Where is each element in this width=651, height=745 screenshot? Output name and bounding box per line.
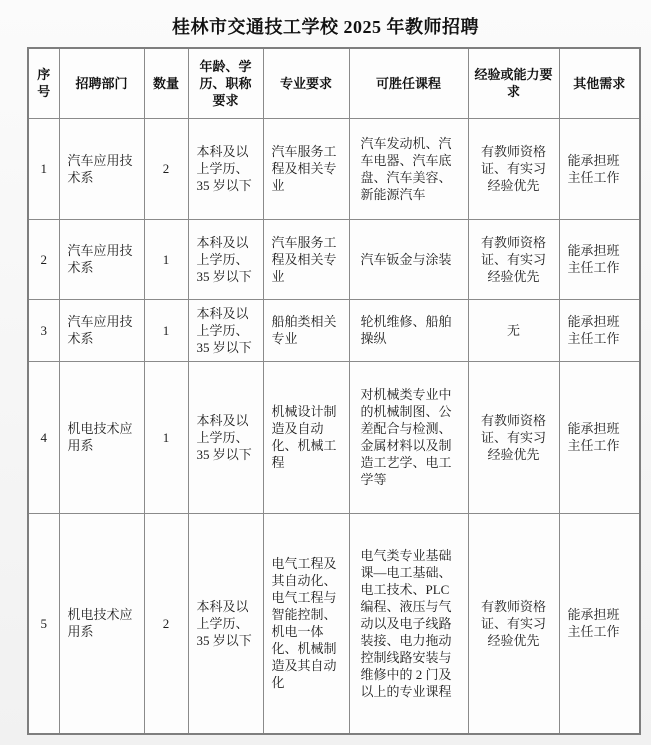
recruitment-table bbox=[27, 47, 641, 735]
cell-requirements: 本科及以上学历、35 岁以下 bbox=[188, 361, 263, 513]
cell-department: 汽车应用技术系 bbox=[59, 299, 144, 361]
col-header-count: 数量 bbox=[144, 48, 188, 118]
cell-experience: 有教师资格证、有实习经验优先 bbox=[468, 118, 559, 219]
cell-courses: 对机械类专业中的机械制图、公差配合与检测、金属材料以及制造工艺学、电工学等 bbox=[349, 361, 468, 513]
table-row bbox=[28, 118, 640, 219]
cell-major: 汽车服务工程及相关专业 bbox=[263, 219, 349, 299]
cell-courses: 汽车钣金与涂装 bbox=[349, 219, 468, 299]
cell-department: 机电技术应用系 bbox=[59, 513, 144, 734]
col-header-requirements: 年龄、学历、职称要求 bbox=[188, 48, 263, 118]
col-header-courses: 可胜任课程 bbox=[349, 48, 468, 118]
cell-major: 机械设计制造及自动化、机械工程 bbox=[263, 361, 349, 513]
cell-courses: 轮机维修、船舶操纵 bbox=[349, 299, 468, 361]
cell-other: 能承担班主任工作 bbox=[559, 361, 640, 513]
cell-count: 2 bbox=[144, 118, 188, 219]
cell-other: 能承担班主任工作 bbox=[559, 118, 640, 219]
cell-requirements: 本科及以上学历、35 岁以下 bbox=[188, 513, 263, 734]
table-row bbox=[28, 361, 640, 513]
cell-index: 3 bbox=[28, 299, 59, 361]
table-row bbox=[28, 299, 640, 361]
cell-count: 1 bbox=[144, 361, 188, 513]
cell-department: 机电技术应用系 bbox=[59, 361, 144, 513]
cell-index: 5 bbox=[28, 513, 59, 734]
cell-requirements: 本科及以上学历、35 岁以下 bbox=[188, 299, 263, 361]
cell-major: 船舶类相关专业 bbox=[263, 299, 349, 361]
table-row bbox=[28, 219, 640, 299]
cell-experience: 有教师资格证、有实习经验优先 bbox=[468, 219, 559, 299]
header-row bbox=[28, 48, 640, 118]
table-row bbox=[28, 513, 640, 734]
cell-major: 汽车服务工程及相关专业 bbox=[263, 118, 349, 219]
cell-courses: 电气类专业基础课—电工基础、电工技术、PLC 编程、液压与气动以及电子线路装接、电力拖动控制线路安装与维修中的 2 门及以上的专业课程 bbox=[349, 513, 468, 734]
cell-other: 能承担班主任工作 bbox=[559, 299, 640, 361]
cell-major: 电气工程及其自动化、电气工程与智能控制、机电一体化、机械制造及其自动化 bbox=[263, 513, 349, 734]
cell-index: 2 bbox=[28, 219, 59, 299]
cell-experience: 有教师资格证、有实习经验优先 bbox=[468, 513, 559, 734]
cell-index: 1 bbox=[28, 118, 59, 219]
col-header-other: 其他需求 bbox=[559, 48, 640, 118]
page-title: 桂林市交通技工学校 2025 年教师招聘 bbox=[172, 17, 479, 37]
cell-experience: 有教师资格证、有实习经验优先 bbox=[468, 361, 559, 513]
cell-index: 4 bbox=[28, 361, 59, 513]
cell-courses: 汽车发动机、汽车电器、汽车底盘、汽车美容、新能源汽车 bbox=[349, 118, 468, 219]
col-header-department: 招聘部门 bbox=[59, 48, 144, 118]
cell-experience: 无 bbox=[468, 299, 559, 361]
col-header-experience: 经验或能力要求 bbox=[468, 48, 559, 118]
cell-department: 汽车应用技术系 bbox=[59, 219, 144, 299]
col-header-index: 序号 bbox=[28, 48, 59, 118]
cell-requirements: 本科及以上学历、35 岁以下 bbox=[188, 118, 263, 219]
cell-count: 1 bbox=[144, 299, 188, 361]
col-header-major: 专业要求 bbox=[263, 48, 349, 118]
cell-other: 能承担班主任工作 bbox=[559, 513, 640, 734]
cell-other: 能承担班主任工作 bbox=[559, 219, 640, 299]
cell-count: 1 bbox=[144, 219, 188, 299]
cell-count: 2 bbox=[144, 513, 188, 734]
cell-requirements: 本科及以上学历、35 岁以下 bbox=[188, 219, 263, 299]
cell-department: 汽车应用技术系 bbox=[59, 118, 144, 219]
